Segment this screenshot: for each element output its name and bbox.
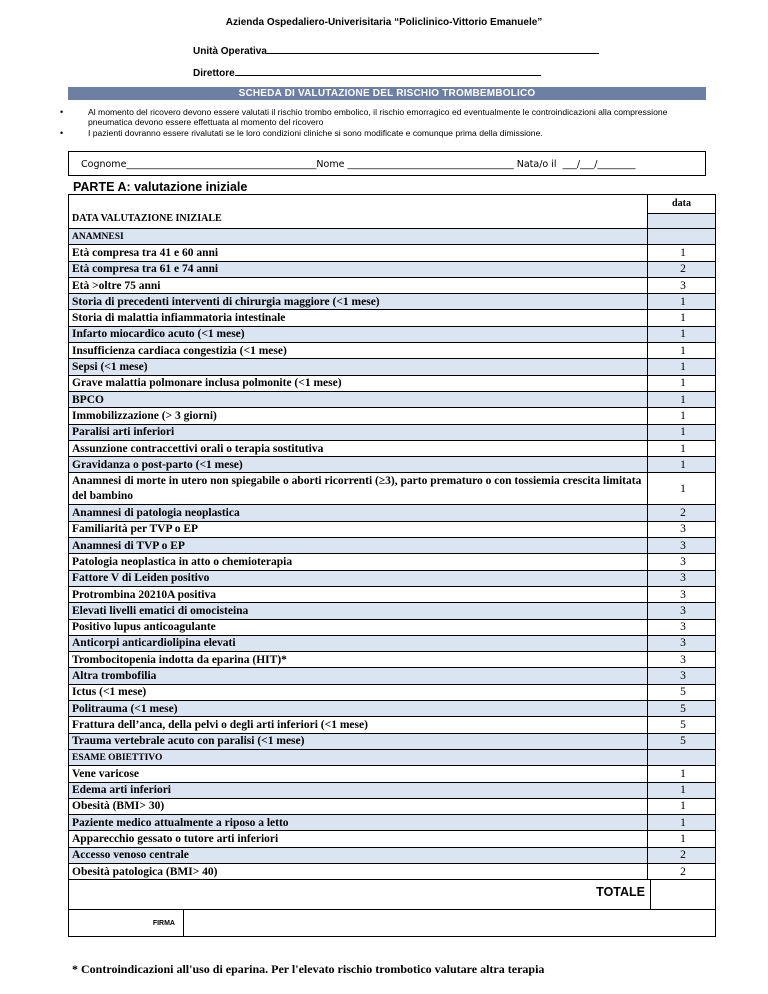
risk-factor-row[interactable] (69, 310, 716, 326)
risk-factor-label: Storia di malattia infiammatoria intestinale (69, 310, 648, 326)
unita-operativa-label: Unità Operativa (193, 46, 267, 57)
risk-factor-row[interactable] (69, 245, 716, 261)
risk-score: 3 (648, 538, 716, 554)
risk-score: 1 (648, 440, 716, 456)
instruction-item: • I pazienti dovranno essere rivalutati se le loro condizioni cliniche si sono modificate e comunque prima della dimissione. (68, 128, 708, 138)
risk-factor-row[interactable] (69, 847, 716, 863)
risk-factor-row[interactable] (69, 326, 716, 342)
risk-factor-label: Elevati livelli ematici di omocisteina (69, 603, 648, 619)
firma-label: FIRMA (69, 910, 184, 937)
risk-factor-label: Apparecchio gessato o tutore arti inferiori (69, 831, 648, 847)
risk-score: 1 (648, 359, 716, 375)
risk-factor-label: Storia di precedenti interventi di chirurgia maggiore (<1 mese) (69, 294, 648, 310)
risk-factor-row[interactable] (69, 717, 716, 733)
risk-factor-label: Anamnesi di TVP o EP (69, 538, 648, 554)
risk-score: 1 (648, 343, 716, 359)
risk-factor-row[interactable] (69, 603, 716, 619)
birthdate-label: Nata/o il (516, 159, 557, 170)
risk-score: 1 (648, 798, 716, 814)
risk-score: 1 (648, 326, 716, 342)
direttore-field[interactable] (235, 66, 541, 76)
risk-score: 1 (648, 310, 716, 326)
risk-factor-label: Trombocitopenia indotta da eparina (HIT)* (69, 652, 648, 668)
section-header: ESAME OBIETTIVO (69, 749, 648, 765)
risk-factor-row[interactable] (69, 261, 716, 277)
risk-factor-row[interactable] (69, 440, 716, 456)
risk-table (68, 194, 716, 880)
risk-score: 1 (648, 473, 716, 505)
risk-score: 1 (648, 457, 716, 473)
risk-factor-label: Età compresa tra 41 e 60 anni (69, 245, 648, 261)
section-header-row (69, 749, 716, 765)
risk-factor-row[interactable] (69, 391, 716, 407)
risk-factor-row[interactable] (69, 505, 716, 521)
risk-factor-label: Età compresa tra 61 e 74 anni (69, 261, 648, 277)
risk-factor-row[interactable] (69, 684, 716, 700)
risk-score: 1 (648, 766, 716, 782)
risk-factor-row[interactable] (69, 619, 716, 635)
risk-factor-label: Gravidanza o post-parto (<1 mese) (69, 457, 648, 473)
risk-score: 1 (648, 245, 716, 261)
totale-value-cell[interactable] (650, 879, 715, 909)
birthdate-field[interactable]: ___/___/________ (562, 159, 636, 170)
risk-factor-label: Edema arti inferiori (69, 782, 648, 798)
risk-score: 3 (648, 277, 716, 293)
risk-score: 5 (648, 684, 716, 700)
date-label-cell: DATA VALUTAZIONE INIZIALE (69, 195, 648, 229)
risk-factor-row[interactable] (69, 521, 716, 537)
date-row (69, 195, 716, 229)
risk-factor-row[interactable] (69, 815, 716, 831)
risk-factor-label: Età >oltre 75 anni (69, 277, 648, 293)
risk-score: 3 (648, 668, 716, 684)
risk-factor-row[interactable] (69, 635, 716, 651)
unita-operativa-field[interactable] (267, 44, 599, 54)
risk-factor-row[interactable] (69, 831, 716, 847)
risk-factor-row[interactable] (69, 294, 716, 310)
risk-score: 1 (648, 424, 716, 440)
hospital-title: Azienda Ospedaliero-Univerisitaria “Policlinico-Vittorio Emanuele” (225, 17, 543, 28)
risk-factor-label: Paziente medico attualmente a riposo a letto (69, 815, 648, 831)
risk-factor-label: Accesso venoso centrale (69, 847, 648, 863)
section-header: ANAMNESI (69, 229, 648, 245)
risk-factor-row[interactable] (69, 798, 716, 814)
risk-score: 3 (648, 635, 716, 651)
nome-field[interactable]: ___________________________________ (344, 159, 517, 170)
risk-score: 3 (648, 603, 716, 619)
risk-factor-label: Obesità (BMI> 30) (69, 798, 648, 814)
risk-score: 3 (648, 521, 716, 537)
part-a-title: PARTE A: valutazione iniziale (73, 180, 248, 194)
risk-factor-label: Immobilizzazione (> 3 giorni) (69, 408, 648, 424)
risk-factor-label: Politrauma (<1 mese) (69, 701, 648, 717)
instruction-item: • Al momento del ricovero devono essere valutati il rischio trombo embolico, il rischio emorragico ed eventualmente le controindicazioni alla compressione pneumatica devono essere effettuata al momento del ricovero (68, 107, 708, 128)
risk-factor-label: Patologia neoplastica in atto o chemioterapia (69, 554, 648, 570)
risk-factor-row[interactable] (69, 277, 716, 293)
section-score-cell (648, 749, 716, 765)
risk-score: 3 (648, 652, 716, 668)
risk-factor-row[interactable] (69, 668, 716, 684)
risk-score: 1 (648, 294, 716, 310)
risk-score: 3 (648, 554, 716, 570)
risk-factor-label: Fattore V di Leiden positivo (69, 570, 648, 586)
risk-factor-row[interactable] (69, 766, 716, 782)
risk-factor-label: Infarto miocardico acuto (<1 mese) (69, 326, 648, 342)
risk-factor-label: Anamnesi di morte in utero non spiegabile o aborti ricorrenti (≥3), parto prematuro o con tossiemia crescita limitata del bambino (69, 473, 648, 505)
instructions (68, 107, 708, 138)
unita-operativa-line (193, 44, 599, 57)
risk-score: 2 (648, 847, 716, 863)
risk-factor-row[interactable] (69, 570, 716, 586)
risk-factor-label: Ictus (<1 mese) (69, 684, 648, 700)
totals-section (68, 879, 716, 937)
section-score-cell (648, 229, 716, 245)
risk-factor-label: Frattura dell’anca, della pelvi o degli arti inferiori (<1 mese) (69, 717, 648, 733)
risk-score: 1 (648, 391, 716, 407)
risk-score: 1 (648, 375, 716, 391)
risk-score: 1 (648, 782, 716, 798)
risk-factor-label: Anticorpi anticardiolipina elevati (69, 635, 648, 651)
direttore-label: Direttore (193, 68, 235, 79)
risk-score: 2 (648, 863, 716, 879)
signature-row (69, 909, 715, 937)
risk-factor-row[interactable] (69, 343, 716, 359)
risk-factor-row[interactable] (69, 863, 716, 879)
risk-score: 2 (648, 505, 716, 521)
risk-factor-row[interactable] (69, 408, 716, 424)
risk-score: 5 (648, 701, 716, 717)
date-column-header[interactable]: data (648, 195, 716, 229)
totale-label: TOTALE (596, 885, 645, 900)
risk-factor-label: Anamnesi di patologia neoplastica (69, 505, 648, 521)
risk-factor-row[interactable] (69, 457, 716, 473)
cognome-label: Cognome (81, 159, 127, 170)
risk-factor-row[interactable] (69, 375, 716, 391)
risk-factor-label: Insufficienza cardiaca congestizia (<1 mese) (69, 343, 648, 359)
risk-factor-row[interactable] (69, 652, 716, 668)
risk-factor-label: Altra trombofilia (69, 668, 648, 684)
risk-score: 1 (648, 408, 716, 424)
risk-factor-label: Trauma vertebrale acuto con paralisi (<1 mese) (69, 733, 648, 749)
form-banner: SCHEDA DI VALUTAZIONE DEL RISCHIO TROMBEMBOLICO (68, 87, 706, 100)
risk-factor-label: Sepsi (<1 mese) (69, 359, 648, 375)
cognome-field[interactable]: ________________________________________ (126, 159, 317, 170)
risk-factor-label: Vene varicose (69, 766, 648, 782)
risk-score: 3 (648, 619, 716, 635)
risk-factor-row[interactable] (69, 554, 716, 570)
patient-info-box (68, 151, 706, 176)
risk-factor-label: Protrombina 20210A positiva (69, 586, 648, 602)
risk-factor-row[interactable] (69, 359, 716, 375)
risk-score: 3 (648, 586, 716, 602)
risk-score: 2 (648, 261, 716, 277)
risk-factor-row[interactable] (69, 424, 716, 440)
risk-factor-row[interactable] (69, 473, 716, 505)
risk-factor-label: Paralisi arti inferiori (69, 424, 648, 440)
risk-score: 5 (648, 733, 716, 749)
risk-factor-label: Positivo lupus anticoagulante (69, 619, 648, 635)
risk-score: 1 (648, 815, 716, 831)
risk-factor-row[interactable] (69, 538, 716, 554)
footnote: * Controindicazioni all'uso di eparina. Per l'elevato rischio trombotico valutare altra terapia (72, 962, 545, 976)
section-header-row (69, 229, 716, 245)
risk-score: 5 (648, 717, 716, 733)
risk-factor-label: Grave malattia polmonare inclusa polmonite (<1 mese) (69, 375, 648, 391)
risk-factor-label: Obesità patologica (BMI> 40) (69, 863, 648, 879)
risk-factor-label: BPCO (69, 391, 648, 407)
risk-factor-label: Assunzione contraccettivi orali o terapia sostitutiva (69, 440, 648, 456)
risk-factor-row[interactable] (69, 782, 716, 798)
risk-factor-row[interactable] (69, 586, 716, 602)
risk-score: 1 (648, 831, 716, 847)
direttore-line (193, 66, 541, 79)
risk-factor-row[interactable] (69, 733, 716, 749)
risk-score: 3 (648, 570, 716, 586)
nome-label: Nome (316, 159, 345, 170)
risk-factor-label: Familiarità per TVP o EP (69, 521, 648, 537)
risk-factor-row[interactable] (69, 701, 716, 717)
